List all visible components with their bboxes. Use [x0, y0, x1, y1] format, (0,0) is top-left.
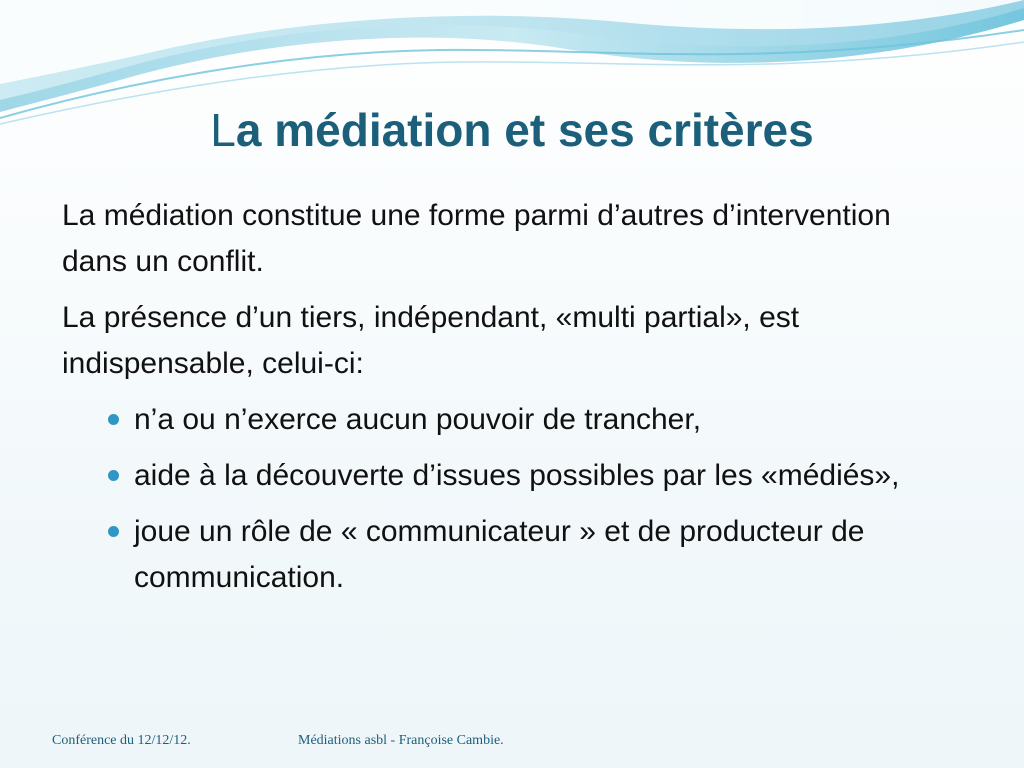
bullet-text: aide à la découverte d’issues possibles par les «médiés»,	[134, 459, 900, 492]
bullet-list	[62, 397, 962, 601]
bullet-dot-icon	[108, 526, 119, 537]
bullet-dot-icon	[108, 470, 119, 481]
body-paragraph: La présence d’un tiers, indépendant, «multi partial», est indispensable, celui-ci:	[62, 301, 800, 380]
bullet-dot-icon	[108, 414, 119, 425]
slide-title-initial: L	[210, 104, 236, 156]
slide-title-rest: a médiation et ses critères	[235, 104, 814, 156]
slide-footer	[0, 733, 1024, 753]
bullet-item	[62, 453, 962, 499]
footer-date: Conférence du 12/12/12.	[52, 733, 191, 748]
body-paragraph: La médiation constitue une forme parmi d’autres d’intervention dans un conflit.	[62, 199, 891, 278]
bullet-text: n’a ou n’exerce aucun pouvoir de trancher,	[134, 403, 702, 436]
bullet-text: joue un rôle de « communicateur » et de producteur de communication.	[134, 515, 865, 594]
bullet-item	[62, 509, 962, 601]
slide-body	[62, 193, 962, 611]
bullet-item	[62, 397, 962, 443]
slide-title	[0, 100, 1024, 160]
footer-author: Médiations asbl - Françoise Cambie.	[298, 733, 504, 748]
